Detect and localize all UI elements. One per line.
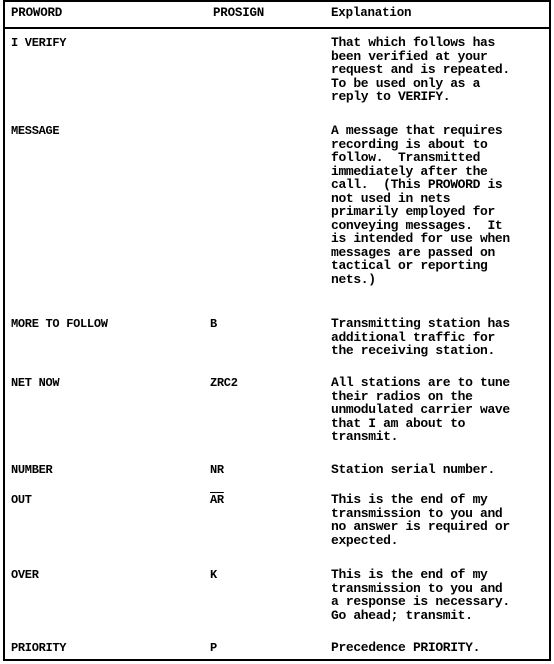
prosign-cell: B bbox=[210, 317, 217, 331]
proword-cell: I VERIFY bbox=[11, 36, 67, 50]
explanation-line: All stations are to tune bbox=[331, 375, 510, 390]
explanation-cell bbox=[331, 463, 551, 477]
table-header bbox=[5, 2, 549, 29]
explanation-line: no answer is required or bbox=[331, 519, 510, 534]
explanation-line: that I am about to bbox=[331, 415, 466, 431]
explanation-line: transmission to you and bbox=[331, 580, 503, 596]
explanation-line: That which follows has bbox=[331, 35, 495, 50]
proword-cell: MORE TO FOLLOW bbox=[11, 317, 108, 331]
explanation-line: A message that requires bbox=[331, 123, 503, 138]
explanation-line: Go ahead; transmit. bbox=[331, 607, 473, 623]
explanation-line: tactical or reporting bbox=[331, 258, 488, 273]
explanation-line: call. (This PROWORD is bbox=[331, 177, 503, 192]
proword-cell: PRIORITY bbox=[11, 641, 67, 655]
proword-cell: OUT bbox=[11, 493, 32, 507]
prosign-cell: ZRC2 bbox=[210, 376, 238, 390]
explanation-line: recording is about to bbox=[331, 136, 488, 152]
proword-cell: NET NOW bbox=[11, 376, 60, 390]
explanation-cell bbox=[331, 493, 551, 547]
explanation-line: not used in nets bbox=[331, 190, 451, 206]
proword-table bbox=[3, 0, 551, 661]
explanation-line: Transmitting station has bbox=[331, 316, 510, 331]
prosign-cell: $\overline{AR}$ bbox=[210, 493, 224, 507]
explanation-line: follow. Transmitted bbox=[331, 150, 481, 165]
explanation-line: nets.) bbox=[331, 271, 376, 287]
explanation-cell bbox=[331, 36, 551, 104]
header-proword: PROWORD bbox=[11, 6, 63, 20]
explanation-cell bbox=[331, 376, 551, 444]
explanation-line: expected. bbox=[331, 532, 399, 548]
explanation-line: their radios on the bbox=[331, 388, 473, 404]
explanation-line: transmit. bbox=[331, 429, 399, 444]
explanation-line: messages are passed on bbox=[331, 244, 495, 260]
header-explanation: Explanation bbox=[331, 6, 412, 20]
explanation-line: Station serial number. bbox=[331, 462, 495, 477]
explanation-cell bbox=[331, 568, 551, 622]
explanation-cell bbox=[331, 641, 551, 655]
explanation-line: unmodulated carrier wave bbox=[331, 402, 510, 417]
proword-cell: NUMBER bbox=[11, 463, 53, 477]
explanation-line: conveying messages. It bbox=[331, 217, 503, 233]
explanation-line: primarily employed for bbox=[331, 204, 495, 219]
proword-cell: OVER bbox=[11, 568, 39, 582]
explanation-line: been verified at your bbox=[331, 48, 488, 64]
explanation-line: This is the end of my bbox=[331, 492, 488, 507]
explanation-line: is intended for use when bbox=[331, 231, 510, 246]
prosign-cell: P bbox=[210, 641, 217, 655]
explanation-line: a response is necessary. bbox=[331, 594, 510, 609]
explanation-line: request and is repeated. bbox=[331, 62, 510, 77]
explanation-cell bbox=[331, 124, 551, 286]
explanation-cell bbox=[331, 317, 551, 358]
explanation-line: reply to VERIFY. bbox=[331, 89, 451, 104]
explanation-line: additional traffic for bbox=[331, 329, 495, 345]
prosign-cell: K bbox=[210, 568, 217, 582]
header-prosign: PROSIGN bbox=[213, 6, 265, 20]
explanation-line: To be used only as a bbox=[331, 75, 481, 91]
explanation-line: the receiving station. bbox=[331, 343, 495, 358]
explanation-line: Precedence PRIORITY. bbox=[331, 640, 481, 655]
proword-cell: MESSAGE bbox=[11, 124, 60, 138]
explanation-line: immediately after the bbox=[331, 163, 488, 179]
explanation-line: transmission to you and bbox=[331, 505, 503, 521]
prosign-cell: NR bbox=[210, 463, 224, 477]
explanation-line: This is the end of my bbox=[331, 567, 488, 582]
